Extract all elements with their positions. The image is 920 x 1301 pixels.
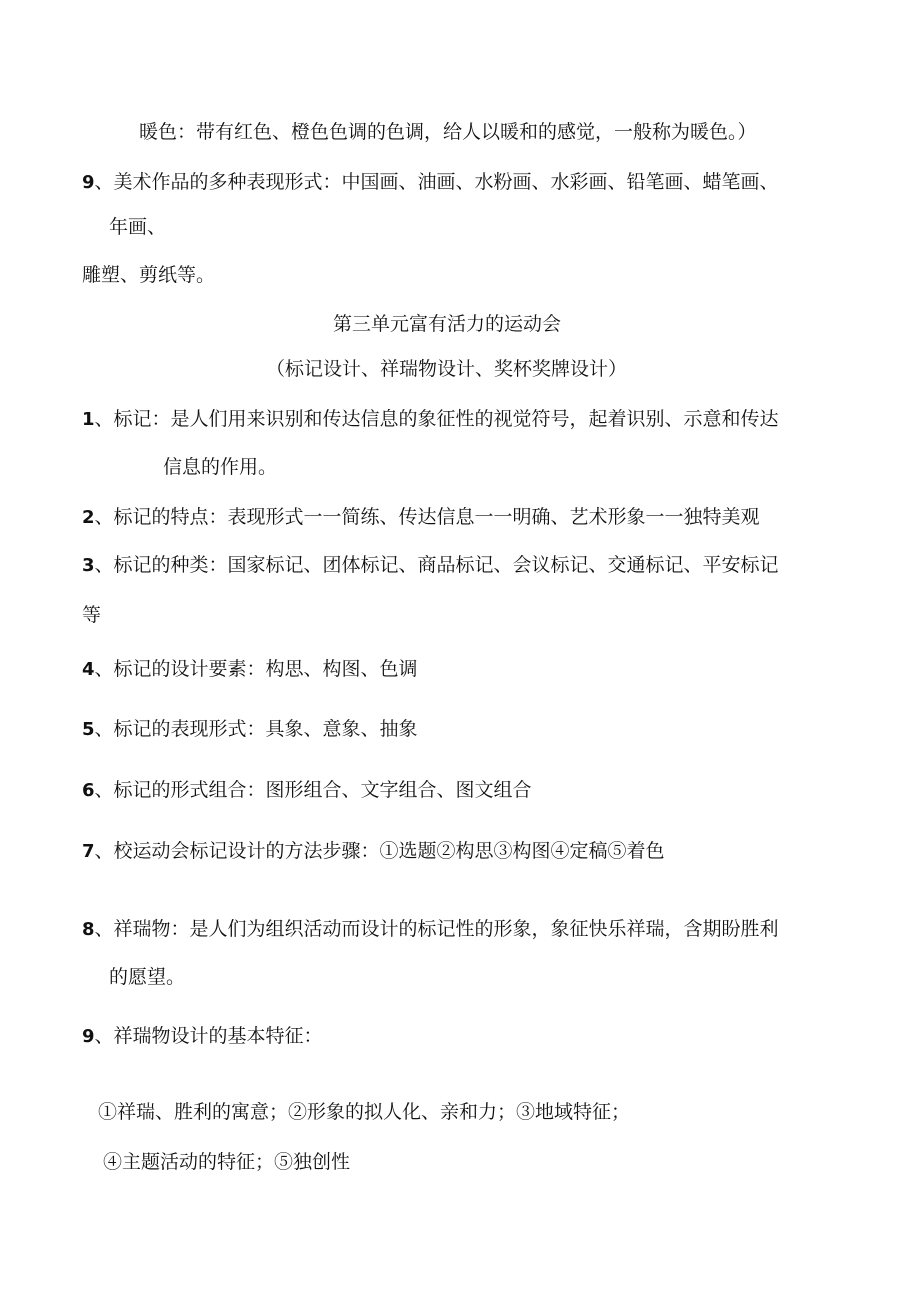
list-item: 2、标记的特点：表现形式一一简练、传达信息一一明确、艺术形象一一独特美观 [82,506,760,528]
list-item: 7、校运动会标记设计的方法步骤：①选题②构思③构图④定稿⑤着色 [82,840,665,862]
text-line: 暖色：带有红色、橙色色调的色调，给人以暖和的感觉，一般称为暖色。） [139,121,757,143]
list-item: 1、标记：是人们用来识别和传达信息的象征性的视觉符号，起着识别、示意和传达 [82,408,779,430]
text-line: 雕塑、剪纸等。 [82,264,216,286]
text-line: ④主题活动的特征；⑤独创性 [103,1151,351,1173]
text-line: ①祥瑞、胜利的寓意；②形象的拟人化、亲和力；③地域特征； [98,1101,631,1123]
list-item: 8、祥瑞物：是人们为组织活动而设计的标记性的形象，象征快乐祥瑞，含期盼胜利 [82,918,779,940]
list-item: 3、标记的种类：国家标记、团体标记、商品标记、会议标记、交通标记、平安标记 [82,554,779,576]
section-subtitle: （标记设计、祥瑞物设计、奖杯奖牌设计） [266,358,628,380]
list-item: 9、美术作品的多种表现形式：中国画、油画、水粉画、水彩画、铅笔画、蜡笔画、 [82,171,779,193]
list-item: 5、标记的表现形式：具象、意象、抽象 [82,718,418,740]
text-line: 年画、 [109,216,167,238]
text-line: 的愿望。 [109,966,186,988]
list-item: 6、标记的形式组合：图形组合、文字组合、图文组合 [82,779,532,801]
section-title: 第三单元富有活力的运动会 [333,313,562,335]
text-line: 等 [82,604,102,626]
text-line: 信息的作用。 [163,456,278,478]
list-item: 9、祥瑞物设计的基本特征： [82,1025,323,1047]
list-item: 4、标记的设计要素：构思、构图、色调 [82,658,418,680]
